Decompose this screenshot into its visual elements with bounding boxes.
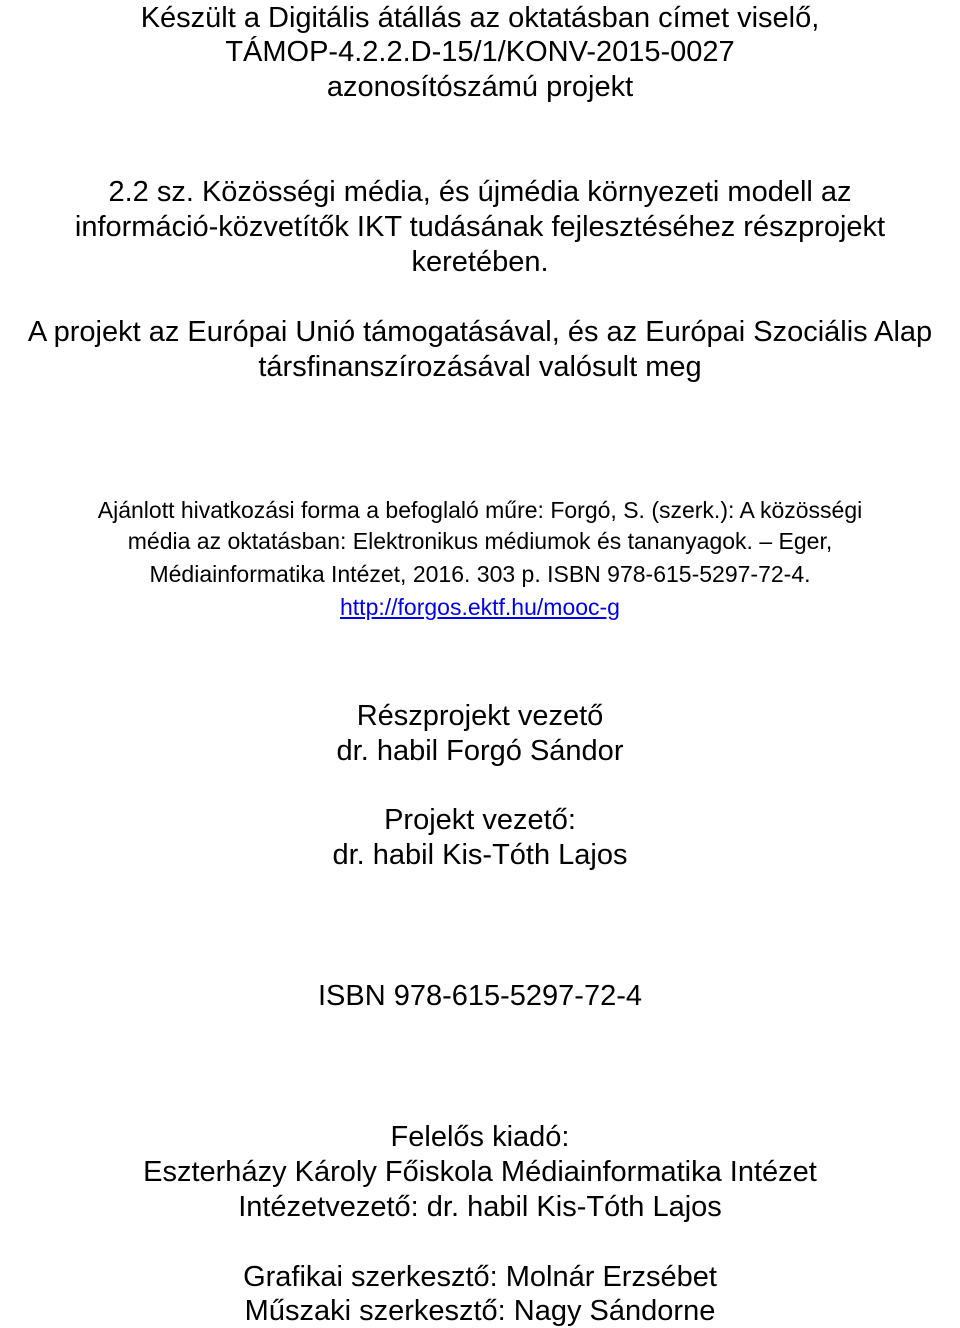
project-intro-line-3: azonosítószámú projekt — [326, 71, 634, 103]
funding-line-1: A projekt az Európai Unió támogatásával, és az Európai Szociális Alap — [27, 316, 933, 348]
project-intro-line-2: TÁMOP-4.2.2.D-15/1/KONV-2015-0027 — [225, 36, 735, 68]
technical-editor: Műszaki szerkesztő: Nagy Sándorne — [244, 1295, 716, 1327]
graphic-editor: Grafikai szerkesztő: Molnár Erzsébet — [243, 1261, 717, 1293]
isbn-text: ISBN 978-615-5297-72-4 — [317, 980, 643, 1012]
publisher-director: Intézetvezető: dr. habil Kis-Tóth Lajos — [238, 1191, 722, 1223]
subproject-line-1: 2.2 sz. Közösségi média, és újmédia környezeti modell az — [108, 176, 852, 208]
project-lead-label: Projekt vezető: — [384, 804, 576, 836]
project-lead-name: dr. habil Kis-Tóth Lajos — [332, 839, 628, 871]
citation-line-2: média az oktatásban: Elektronikus médiumok és tananyagok. – Eger, — [127, 528, 833, 554]
subproject-lead-label: Részprojekt vezető — [356, 700, 604, 732]
citation-line-3: Médiainformatika Intézet, 2016. 303 p. ISBN 978-615-5297-72-4. — [149, 561, 811, 587]
citation-url-link[interactable]: http://forgos.ektf.hu/mooc-g — [340, 594, 620, 620]
publisher-name: Eszterházy Károly Főiskola Médiainformatika Intézet — [143, 1156, 817, 1188]
funding-line-2: társfinanszírozásával valósult meg — [258, 351, 702, 383]
subproject-line-3: keretében. — [411, 246, 549, 278]
subproject-lead-name: dr. habil Forgó Sándor — [336, 735, 624, 767]
project-intro-line-1: Készült a Digitális átállás az oktatásban címet viselő, — [140, 2, 820, 34]
citation-link-row — [0, 596, 960, 619]
publisher-label: Felelős kiadó: — [390, 1121, 570, 1153]
citation-line-1: Ajánlott hivatkozási forma a befoglaló műre: Forgó, S. (szerk.): A közösségi — [97, 497, 863, 523]
subproject-line-2: információ-közvetítők IKT tudásának fejlesztéséhez részprojekt — [74, 211, 886, 243]
